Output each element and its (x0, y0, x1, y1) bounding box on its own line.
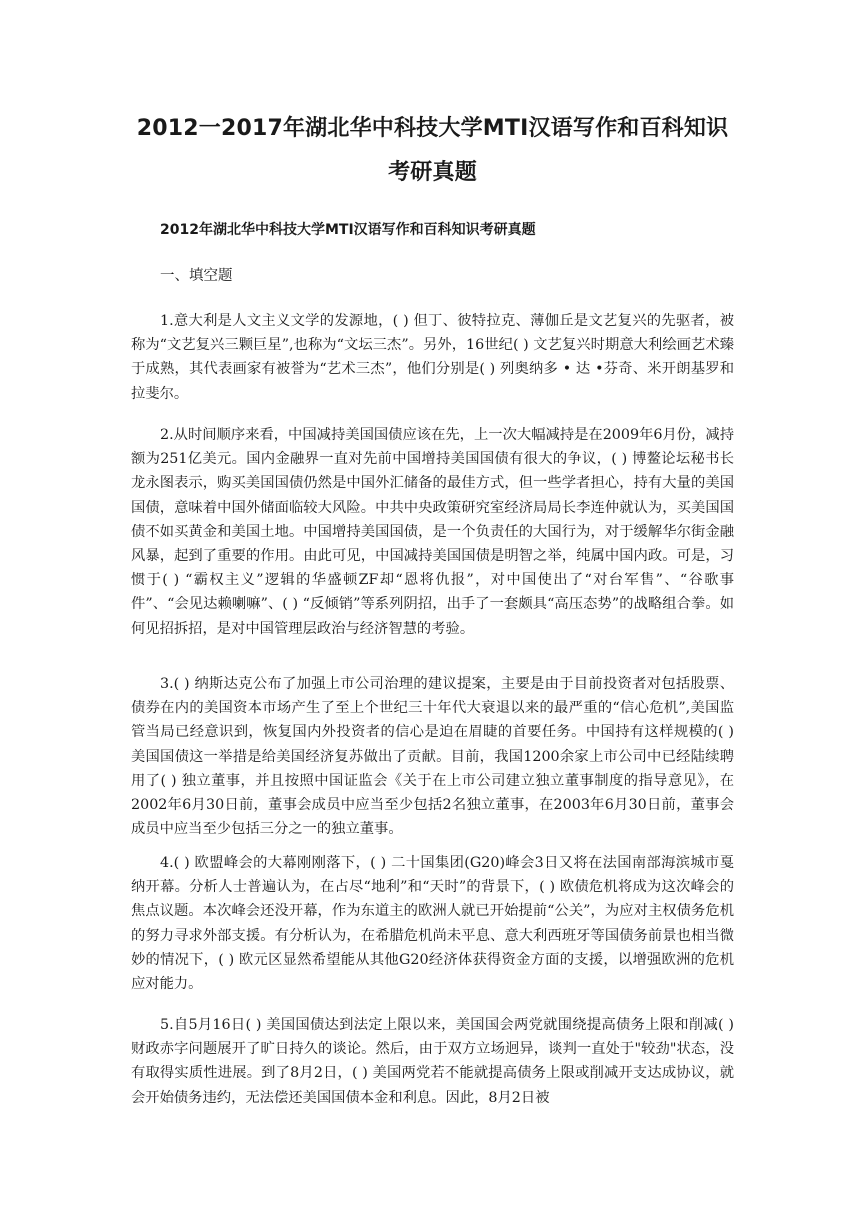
question-paragraph-4: 4.( ) 欧盟峰会的大幕刚刚落下，( ) 二十国集团(G20)峰会3日又将在法国南部海滨城市戛纳开幕。分析人士普遍认为，在占尽“地利”和“天时”的背景下，( ) 欧债危机将成为这次峰会的焦点议题。本次峰会还没开幕，作为东道主的欧洲人就已开始提前“公关”，为应对主权债务危机的努力寻求外部支援。有分析认为，在希腊危机尚未平息、意大利西班牙等国债务前景也相当微妙的情况下，( ) 欧元区显然希望能从其他G20经济体获得资金方面的支援，以增强欧洲的危机应对能力。 (131, 855, 734, 993)
question-paragraph-5: 5.自5月16日( ) 美国国债达到法定上限以来，美国国会两党就围绕提高债务上限和削减( ) 财政赤字问题展开了旷日持久的谈论。然后，由于双方立场迥异，谈判一直处于"较劲"状态，没有取得实质性进展。到了8月2日，( ) 美国两党若不能就提高债务上限或削减开支达成协议，就会开始债务违约，无法偿还美国国债本金和利息。因此，8月2日被 (131, 1017, 734, 1106)
document-title-line-2: 考研真题 (388, 160, 477, 185)
section-heading: 一、填空题 (160, 268, 233, 284)
question-paragraph-2: 2.从时间顺序来看，中国减持美国国债应该在先，上一次大幅减持是在2009年6月份，减持额为251亿美元。国内金融界一直对先前中国增持美国国债有很大的争议，( ) 博鳌论坛秘书长龙永图表示，购买美国国债仍然是中国外汇储备的最佳方式，但一些学者担心，持有大量的美国国债，意味着中国外储面临较大风险。中共中央政策研究室经济局局长李连仲就认为，买美国国债不如买黄金和美国土地。中国增持美国国债，是一个负责任的大国行为，对于缓解华尔街金融风暴，起到了重要的作用。由此可见，中国减持美国国债是明智之举，纯属中国内政。可是，习惯于( ) “霸权主义”逻辑的华盛顿ZF却“恩将仇报”，对中国使出了“对台军售”、“谷歌事件”、“会见达赖喇嘛”、( ) “反倾销”等系列阴招，出手了一套颇具“高压态势”的战略组合拳。如何见招拆招，是对中国管理层政治与经济智慧的考验。 (131, 427, 734, 637)
document-title-line-1: 2012一2017年湖北华中科技大学MTI汉语写作和百科知识 (136, 116, 729, 141)
question-paragraph-3: 3.( ) 纳斯达克公布了加强上市公司治理的建议提案，主要是由于目前投资者对包括股票、债券在内的美国资本市场产生了至上个世纪三十年代大衰退以来的最严重的“信心危机”,美国监管当局已经意识到，恢复国内外投资者的信心是迫在眉睫的首要任务。中国持有这样规模的( ) 美国国债这一举措是给美国经济复苏做出了贡献。目前，我国1200余家上市公司中已经陆续聘用了( ) 独立董事，并且按照中国证监会《关于在上市公司建立独立董事制度的指导意见》，在2002年6月30日前，董事会成员中应当至少包括2名独立董事，在2003年6月30日前，董事会成员中应当至少包括三分之一的独立董事。 (131, 676, 734, 838)
exam-subtitle: 2012年湖北华中科技大学MTI汉语写作和百科知识考研真题 (160, 222, 536, 238)
question-paragraph-1: 1.意大利是人文主义文学的发源地，( ) 但丁、彼特拉克、薄伽丘是文艺复兴的先驱者，被称为“文艺复兴三颗巨星”,也称为“文坛三杰”。另外，16世纪( ) 文艺复兴时期意大利绘画艺术臻于成熟，其代表画家有被誉为“艺术三杰”，他们分别是( ) 列奥纳多 • 达 •芬奇、米开朗基罗和拉斐尔。 (131, 313, 734, 402)
